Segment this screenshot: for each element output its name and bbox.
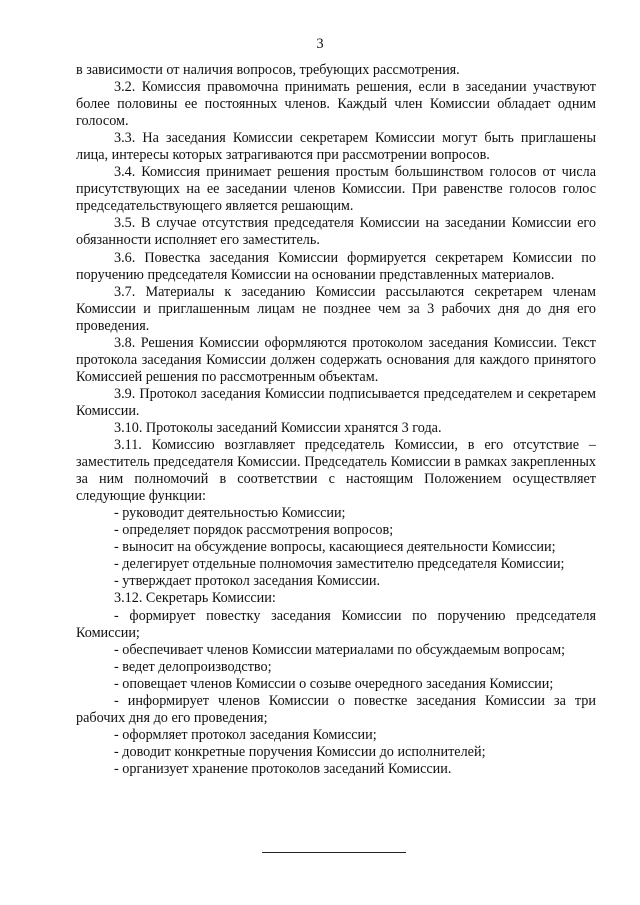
document-body — [76, 62, 596, 778]
list-item-secretary-duty: - оповещает членов Комиссии о созыве очередного заседания Комиссии; — [114, 675, 554, 692]
list-item-secretary-duty: - информирует членов Комиссии о повестке заседания Комиссии за три рабочих дня до его проведения; — [76, 692, 596, 726]
paragraph-3-6: 3.6. Повестка заседания Комиссии формируется секретарем Комиссии по поручению председателя Комиссии на основании представленных материалов. — [76, 249, 596, 283]
list-item-chairman-duty: - утверждает протокол заседания Комиссии. — [114, 573, 381, 590]
paragraph-3-10: 3.10. Протоколы заседаний Комиссии хранятся 3 года. — [114, 419, 442, 436]
end-of-document-line — [262, 852, 406, 853]
paragraph-3-5: 3.5. В случае отсутствия председателя Комиссии на заседании Комиссии его обязанности исполняет его заместитель. — [76, 215, 596, 249]
list-item-secretary-duty: - доводит конкретные поручения Комиссии до исполнителей; — [114, 743, 486, 760]
list-item-secretary-duty: - оформляет протокол заседания Комиссии; — [114, 726, 377, 743]
list-item-secretary-duty: - ведет делопроизводство; — [114, 658, 272, 675]
page-number: 3 — [316, 36, 324, 52]
list-item-secretary-duty: - организует хранение протоколов заседаний Комиссии. — [114, 760, 452, 777]
list-item-chairman-duty: - определяет порядок рассмотрения вопросов; — [114, 522, 394, 539]
paragraph-continuation: в зависимости от наличия вопросов, требующих рассмотрения. — [76, 62, 460, 78]
paragraph-3-11: 3.11. Комиссию возглавляет председатель Комиссии, в его отсутствие – заместитель председателя Комиссии. Председатель Комиссии в рамках закрепленных за ним полномочий в соответствии с настоящим Положением осуществляет следующие функции: — [76, 437, 596, 505]
list-item-secretary-duty: - формирует повестку заседания Комиссии по поручению председателя Комиссии; — [76, 607, 596, 641]
paragraph-3-3: 3.3. На заседания Комиссии секретарем Комиссии могут быть приглашены лица, интересы которых затрагиваются при рассмотрении вопросов. — [76, 130, 596, 164]
paragraph-3-8: 3.8. Решения Комиссии оформляются протоколом заседания Комиссии. Текст протокола заседания Комиссии должен содержать основания для каждого принятого Комиссией решения по рассмотренным объектам. — [76, 334, 596, 385]
paragraph-3-9: 3.9. Протокол заседания Комиссии подписывается председателем и секретарем Комиссии. — [76, 385, 596, 419]
paragraph-3-12: 3.12. Секретарь Комиссии: — [114, 590, 276, 607]
paragraph-3-4: 3.4. Комиссия принимает решения простым большинством голосов от числа присутствующих на ее заседании членов Комиссии. При равенстве голосов голос председательствующего является решающим. — [76, 164, 596, 215]
list-item-chairman-duty: - руководит деятельностью Комиссии; — [114, 505, 346, 522]
paragraph-3-7: 3.7. Материалы к заседанию Комиссии рассылаются секретарем членам Комиссии и приглашенным лицам не позднее чем за 3 рабочих дня до дня его проведения. — [76, 283, 596, 334]
paragraph-3-2: 3.2. Комиссия правомочна принимать решения, если в заседании участвуют более половины ее постоянных членов. Каждый член Комиссии обладает одним голосом. — [76, 79, 596, 130]
list-item-secretary-duty: - обеспечивает членов Комиссии материалами по обсуждаемым вопросам; — [114, 641, 566, 658]
list-item-chairman-duty: - делегирует отдельные полномочия заместителю председателя Комиссии; — [114, 556, 565, 573]
list-item-chairman-duty: - выносит на обсуждение вопросы, касающиеся деятельности Комиссии; — [114, 539, 556, 556]
